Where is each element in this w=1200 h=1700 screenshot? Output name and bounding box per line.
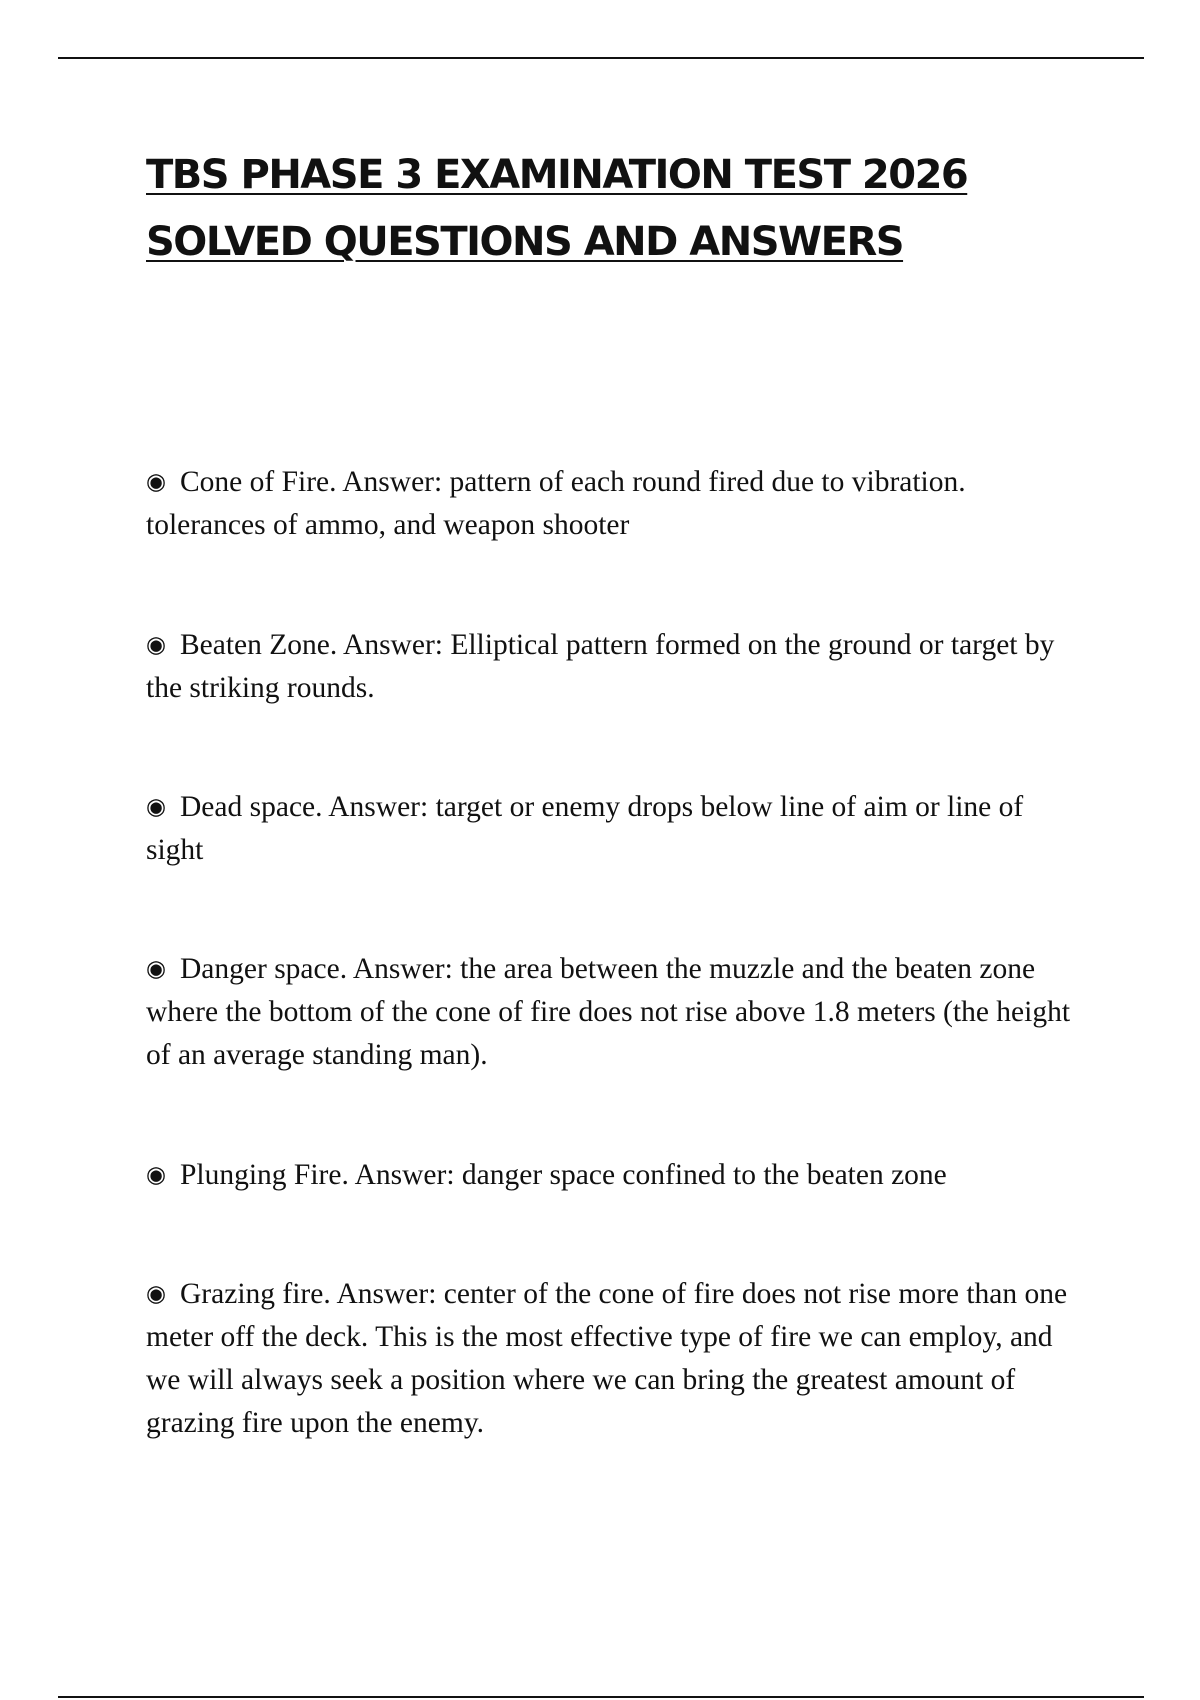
qa-item-plunging-fire — [146, 1154, 1086, 1197]
qa-item-cone-of-fire — [146, 461, 1086, 547]
document-title — [146, 142, 1146, 276]
qa-item-dead-space — [146, 786, 1086, 872]
qa-text: Dead space. Answer: target or enemy drops below line of aim or line of sight — [146, 791, 1024, 866]
bottom-rule — [58, 1696, 1144, 1698]
bullet-icon: ◉ — [146, 956, 167, 982]
qa-text: Beaten Zone. Answer: Elliptical pattern formed on the ground or target by the striking rounds. — [146, 629, 1055, 704]
title-line-1: TBS PHASE 3 EXAMINATION TEST 2026 — [146, 152, 968, 198]
qa-text: Danger space. Answer: the area between the muzzle and the beaten zone where the bottom of the cone of fire does not rise above 1.8 meters (the height of an average standing man). — [146, 953, 1071, 1071]
qa-item-grazing-fire — [146, 1273, 1086, 1445]
title-line-2: SOLVED QUESTIONS AND ANSWERS — [146, 219, 904, 265]
qa-text: Plunging Fire. Answer: danger space confined to the beaten zone — [180, 1159, 947, 1191]
bullet-icon: ◉ — [146, 794, 167, 820]
bullet-icon: ◉ — [146, 1281, 167, 1307]
top-rule — [58, 57, 1144, 59]
qa-text: Grazing fire. Answer: center of the cone of fire does not rise more than one meter off the deck. This is the most effective type of fire we can employ, and we will always seek a position where we can bring the greatest amount of grazing fire upon the enemy. — [146, 1278, 1068, 1439]
bullet-icon: ◉ — [146, 632, 167, 658]
qa-item-beaten-zone — [146, 624, 1086, 710]
qa-text: Cone of Fire. Answer: pattern of each round fired due to vibration. tolerances of ammo, and weapon shooter — [146, 466, 966, 541]
qa-item-danger-space — [146, 948, 1086, 1077]
bullet-icon: ◉ — [146, 469, 167, 495]
bullet-icon: ◉ — [146, 1162, 167, 1188]
